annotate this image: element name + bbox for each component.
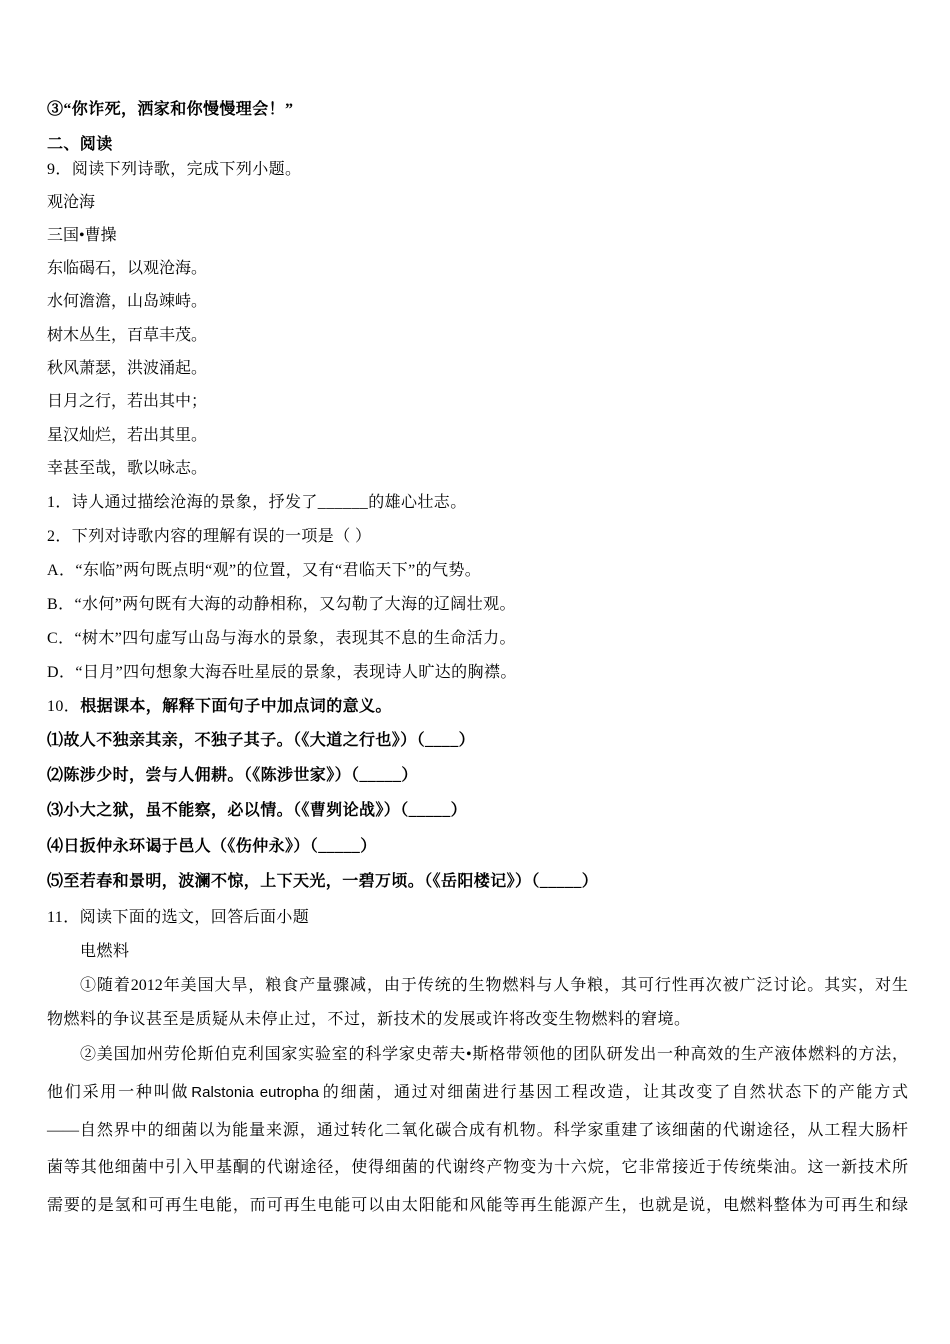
question-11-number: 11． (47, 909, 80, 926)
question-9-number: 9． (47, 161, 72, 178)
bacteria-name: Ralstonia eutropha (191, 1084, 320, 1101)
poem-title: 观沧海 (47, 194, 96, 211)
question-10-prompt: 根据课本，解释下面句子中加点词的意义。 (80, 698, 392, 715)
question-10-item: ⑵陈涉少时，尝与人佣耕。（《陈涉世家》）（_____） (47, 767, 418, 784)
poem-line: 树木丛生，百草丰茂。 (47, 327, 208, 344)
sub-question-1: 1．诗人通过描绘沧海的景象，抒发了______的雄心壮志。 (47, 494, 467, 511)
question-10-item: ⑴故人不独亲其亲，不独子其子。（《大道之行也》）（____） (47, 732, 476, 749)
article-text: 的细菌，通过对细菌进行基因工程改造，让其改变了自然状态下的产能方式 (321, 1084, 908, 1101)
poem-author: 三国•曹操 (47, 227, 117, 244)
question-10-item: ⑸至若春和景明，波澜不惊，上下天光，一碧万顷。（《岳阳楼记》）（_____） (47, 873, 599, 890)
article-line (47, 1082, 908, 1104)
article-title: 电燃料 (80, 943, 130, 960)
option-a: A．“东临”两句既点明“观”的位置，又有“君临天下”的气势。 (47, 562, 482, 579)
question-11 (47, 907, 905, 929)
poem-line: 日月之行，若出其中； (47, 393, 208, 410)
option-d: D．“日月”四句想象大海吞吐星辰的景象，表现诗人旷达的胸襟。 (47, 664, 517, 681)
article-line: 物燃料的争议甚至是质疑从未停止过，不过，新技术的发展或许将改变生物燃料的窘境。 (47, 1011, 691, 1028)
article-line: 需要的是氢和可再生电能，而可再生电能可以由太阳能和风能等再生能源产生，也就是说，电燃料整体为可再生和绿 (47, 1197, 908, 1214)
prior-item-3: ③“你诈死，洒家和你慢慢理会！” (47, 101, 294, 118)
article-line: ①随着2012年美国大旱，粮食产量骤减，由于传统的生物燃料与人争粮，其可行性再次被广泛讨论。其实，对生 (80, 977, 908, 994)
poem-line: 星汉灿烂，若出其里。 (47, 427, 208, 444)
article-line: 菌等其他细菌中引入甲基酮的代谢途径，使得细菌的代谢终产物变为十六烷，它非常接近于传统柴油。这一新技术所 (47, 1159, 908, 1176)
poem-line: 水何澹澹，山岛竦峙。 (47, 293, 208, 310)
question-9 (47, 159, 905, 181)
article-line: ——自然界中的细菌以为能量来源，通过转化二氧化碳合成有机物。科学家重建了该细菌的代谢途径，从工程大肠杆 (47, 1122, 908, 1139)
option-c: C．“树木”四句虚写山岛与海水的景象，表现其不息的生命活力。 (47, 630, 516, 647)
question-11-prompt: 阅读下面的选文，回答后面小题 (79, 909, 310, 926)
section-heading: 二、阅读 (47, 136, 113, 153)
question-9-prompt: 阅读下列诗歌，完成下列小题。 (71, 161, 302, 178)
option-b: B．“水何”两句既有大海的动静相称，又勾勒了大海的辽阔壮观。 (47, 596, 516, 613)
article-text: 他们采用一种叫做 (47, 1084, 190, 1101)
question-10-item: ⑶小大之狱，虽不能察，必以情。（《曹刿论战》）（_____） (47, 802, 468, 819)
poem-line: 东临碣石，以观沧海。 (47, 260, 208, 277)
poem-line: 秋风萧瑟，洪波涌起。 (47, 360, 208, 377)
question-10-number: 10． (47, 698, 81, 715)
question-10-item: ⑷日扳仲永环谒于邑人（《伤仲永》）（_____） (47, 838, 377, 855)
article-line: ②美国加州劳伦斯伯克利国家实验室的科学家史蒂夫•斯格带领他的团队研发出一种高效的生产液体燃料的方法， (80, 1046, 908, 1063)
poem-line: 幸甚至哉，歌以咏志。 (47, 460, 208, 477)
sub-question-2: 2．下列对诗歌内容的理解有误的一项是（ ） (47, 528, 372, 545)
question-10 (47, 696, 905, 718)
